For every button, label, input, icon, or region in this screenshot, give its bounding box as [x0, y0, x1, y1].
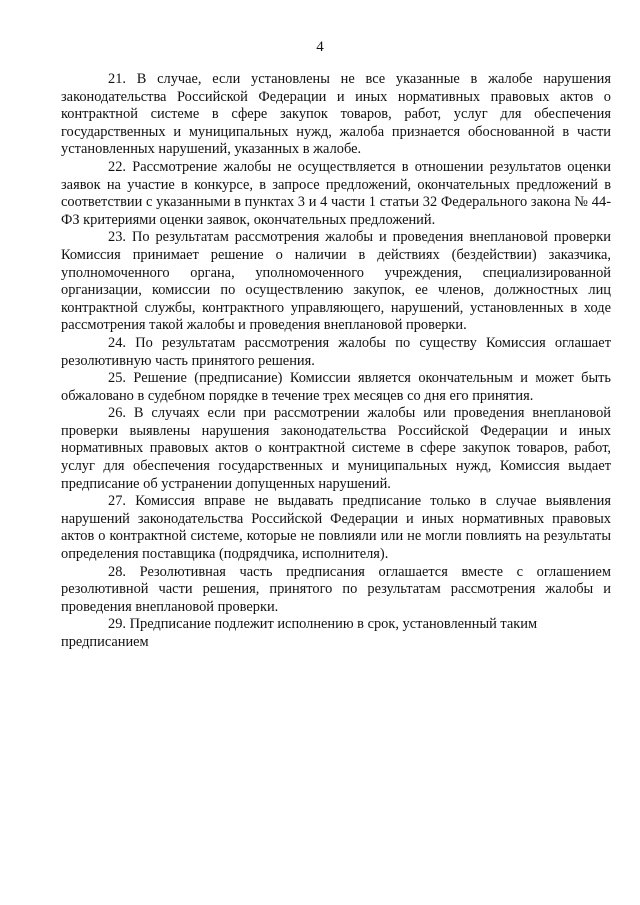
paragraph-number: 28.	[108, 563, 126, 580]
paragraph-25	[61, 370, 611, 405]
paragraph-text: По результатам рассмотрения жалобы по существу Комиссия оглашает резолютивную часть принятого решения.	[61, 334, 611, 369]
page-number: 4	[316, 39, 324, 55]
paragraph-number: 26.	[108, 405, 126, 422]
paragraph-26	[61, 405, 611, 493]
paragraph-text: Комиссия вправе не выдавать предписание только в случае выявления нарушений законодательства Российской Федерации и иных нормативных правовых актов о контрактной системе, которые не повлияли или не могли повлиять на результаты определения поставщика (подрядчика, исполнителя).	[61, 493, 611, 563]
paragraph-number: 23.	[108, 229, 126, 246]
paragraph-text: Рассмотрение жалобы не осуществляется в отношении результатов оценки заявок на участие в конкурсе, в запросе предложений, окончательных предложений в соответствии с указанными в пунктах 3 и 4 части 1 статьи 32 Федерального закона № 44-ФЗ критериями оценки заявок, окончательных предложений.	[61, 158, 611, 228]
paragraph-number: 29.	[108, 616, 126, 633]
paragraph-text: В случаях если при рассмотрении жалобы или проведения внеплановой проверки выявлены нарушения законодательства Российской Федерации и иных нормативных правовых актов о контрактной системе в сфере закупок товаров, работ, услуг для обеспечения государственных и муниципальных нужд, Комиссия выдает предписание об устранении допущенных нарушений.	[61, 405, 611, 492]
paragraph-number: 25.	[108, 370, 126, 387]
paragraph-number: 24.	[108, 334, 126, 351]
paragraph-28	[61, 564, 611, 617]
paragraph-27	[61, 493, 611, 563]
paragraph-number: 27.	[108, 493, 126, 510]
paragraph-text: По результатам рассмотрения жалобы и проведения внеплановой проверки Комиссия принимает решение о наличии в действиях (бездействии) заказчика, уполномоченного органа, уполномоченного учреждения, специализированной организации, комиссии по осуществлению закупок, ее членов, должностных лиц контрактной службы, контрактного управляющего, нарушений, установленных в ходе рассмотрения такой жалобы и проведения внеплановой проверки.	[61, 229, 611, 334]
paragraph-text: В случае, если установлены не все указанные в жалобе нарушения законодательства Российской Федерации и иных нормативных правовых актов о контрактной системе в сфере закупок товаров, работ, услуг для обеспечения государственных и муниципальных нужд, жалоба признается обоснованной в части установленных нарушений, указанных в жалобе.	[61, 71, 611, 158]
paragraph-24	[61, 335, 611, 370]
paragraph-number: 21.	[108, 71, 126, 87]
paragraph-21	[61, 71, 611, 159]
paragraph-text: Предписание подлежит исполнению в срок, установленный таким предписанием	[61, 616, 538, 650]
paragraph-number: 22.	[108, 158, 126, 175]
document-body	[61, 71, 611, 652]
paragraph-29	[61, 616, 611, 651]
paragraph-22	[61, 159, 611, 229]
paragraph-text: Резолютивная часть предписания оглашается вместе с оглашением резолютивной части решения, принятого по результатам рассмотрения жалобы и проведения внеплановой проверки.	[61, 563, 611, 615]
paragraph-text: Решение (предписание) Комиссии является окончательным и может быть обжаловано в судебном порядке в течение трех месяцев со дня его принятия.	[61, 370, 611, 404]
paragraph-23	[61, 229, 611, 335]
